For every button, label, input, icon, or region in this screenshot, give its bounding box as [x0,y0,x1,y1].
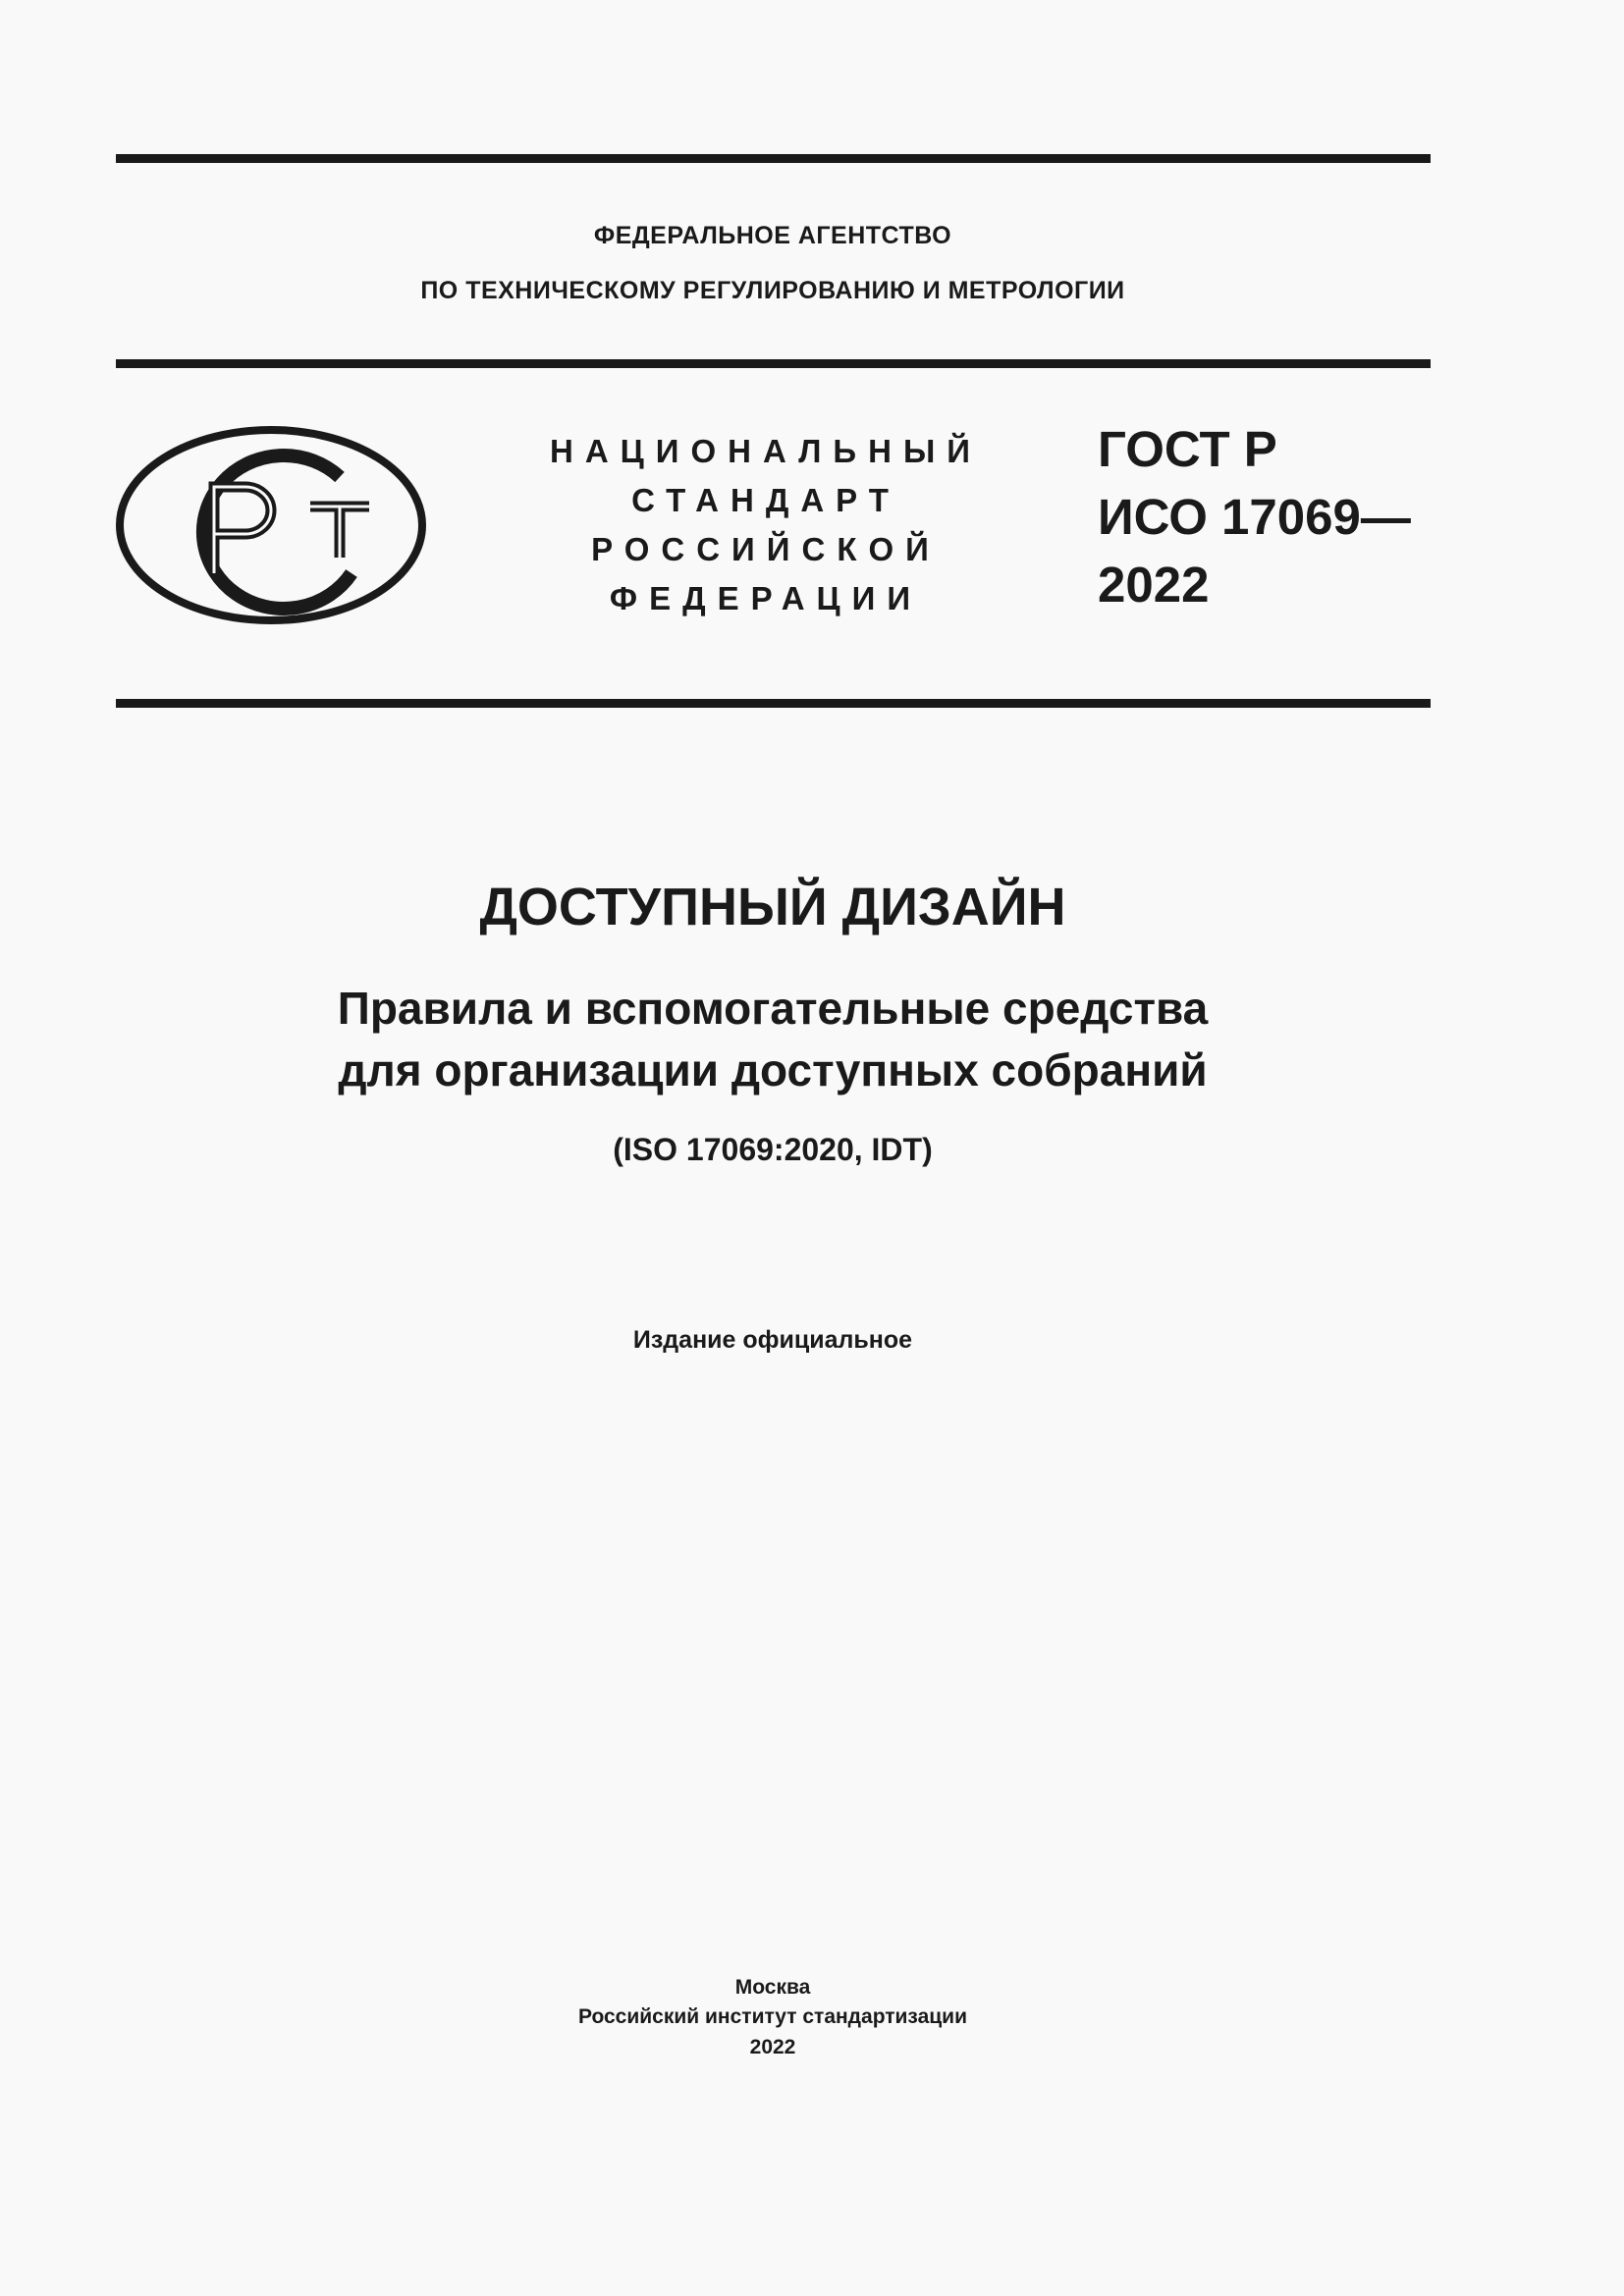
edition-label: Издание официальное [632,1326,913,1354]
document-subtitle-line2: для организации доступных собраний [338,1044,1208,1095]
designation-line3: 2022 [1098,557,1210,613]
document-subtitle-line1: Правила и вспомогательные средства [337,983,1209,1034]
iso-reference: (ISO 17069:2020, IDT) [613,1132,933,1167]
document-title: ДОСТУПНЫЙ ДИЗАЙН [479,878,1066,936]
imprint-city: Москва [734,1976,811,1999]
agency-rule [116,359,1431,368]
designation-line2: ИСО 17069— [1098,489,1411,545]
header-block-rule [116,699,1431,708]
agency-name-line1: ФЕДЕРАЛЬНОЕ АГЕНТСТВО [593,222,952,249]
agency-name-line2: ПО ТЕХНИЧЕСКОМУ РЕГУЛИРОВАНИЮ И МЕТРОЛОГИИ [420,277,1125,304]
rst-logo-icon [116,426,426,624]
imprint-publisher: Российский институт стандартизации [577,2005,968,2028]
standard-type-line1: НАЦИОНАЛЬНЫЙ [550,433,982,469]
standard-type-line3: РОССИЙСКОЙ [591,531,941,567]
top-rule [116,154,1431,163]
standard-type-line4: ФЕДЕРАЦИИ [609,580,923,616]
standard-type-line2: СТАНДАРТ [631,482,900,518]
imprint-year: 2022 [749,2036,796,2058]
designation-line1: ГОСТ Р [1098,421,1277,477]
